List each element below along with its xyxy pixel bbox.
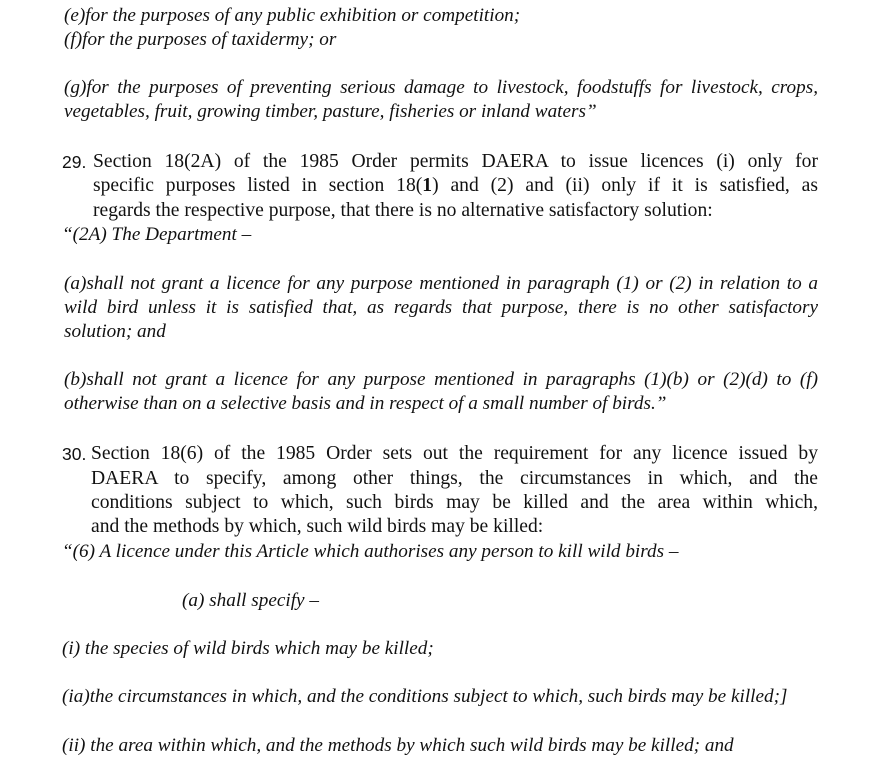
paragraph-30-line-4: and the methods by which, such wild birds may be killed: [91,516,544,537]
paragraph-29-line-2-bold: 1 [422,175,433,196]
paragraph-29-line-3: regards the respective purpose, that there is no alternative satisfactory solution: [93,200,713,221]
clause-a-line-3: solution; and [64,321,166,342]
paragraph-29-number: 29. [62,152,87,172]
clause-f: (f)for the purposes of taxidermy; or [64,29,337,50]
clause-g-line-2: vegetables, fruit, growing timber, pasture, fisheries or inland waters” [64,101,597,122]
clause-ii: (ii) the area within which, and the methods by which such wild birds may be killed; and [62,735,734,756]
clause-b-line-1: (b)shall not grant a licence for any purpose mentioned in paragraphs (1)(b) or (2)(d) to (f) [64,369,818,390]
clause-ia: (ia)the circumstances in which, and the conditions subject to which, such birds may be killed;] [62,686,788,707]
clause-g-line-1: (g)for the purposes of preventing serious damage to livestock, foodstuffs for livestock, crops, [64,77,818,98]
paragraph-29-line-2-part-2: ) and (2) and (ii) only if it is satisfied, as [432,175,818,196]
clause-i: (i) the species of wild birds which may be killed; [62,638,434,659]
paragraph-29-line-2 [93,174,818,198]
paragraph-30-line-2: DAERA to specify, among other things, the circumstances in which, and the [91,468,818,489]
paragraph-30-line-1: Section 18(6) of the 1985 Order sets out the requirement for any licence issued by [91,443,818,464]
clause-6a: (a) shall specify – [182,590,319,611]
paragraph-29-line-1: Section 18(2A) of the 1985 Order permits DAERA to issue licences (i) only for [93,151,818,172]
clause-b-line-2: otherwise than on a selective basis and in respect of a small number of birds.” [64,393,667,414]
quote-2a-heading: “(2A) The Department – [62,224,252,245]
quote-6-heading: “(6) A licence under this Article which authorises any person to kill wild birds – [62,541,679,562]
clause-a-line-2: wild bird unless it is satisfied that, as regards that purpose, there is no other satisfactory [64,297,818,318]
clause-a-line-1: (a)shall not grant a licence for any purpose mentioned in paragraph (1) or (2) in relation to a [64,273,818,294]
paragraph-29-line-2-part-1: specific purposes listed in section 18( [93,175,423,196]
paragraph-30-number: 30. [62,444,87,464]
paragraph-30-line-3: conditions subject to which, such birds may be killed and the area within which, [91,492,818,513]
clause-e: (e)for the purposes of any public exhibition or competition; [64,5,521,26]
